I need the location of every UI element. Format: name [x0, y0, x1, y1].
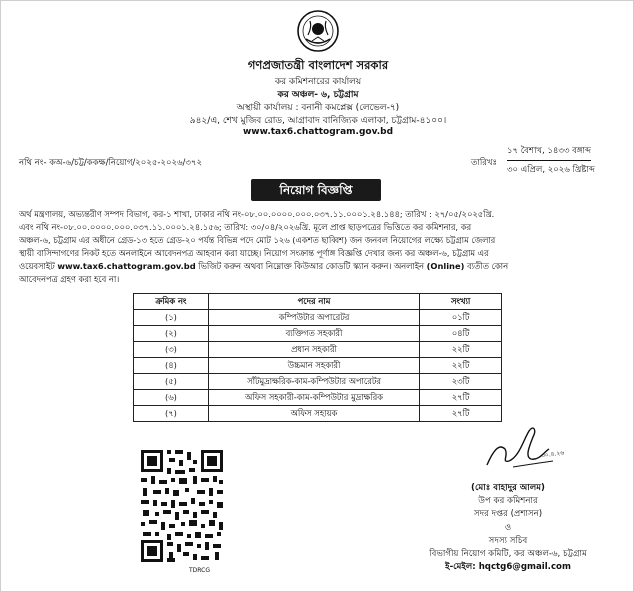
cell-post-name: কম্পিউটার অপারেটর — [208, 310, 419, 326]
office-address: ৯৪২/এ, শেখ মুজিব রোড, আগ্রাবাদ বানিজ্যিক এলাকা, চট্টগ্রাম-৪১০০। — [189, 116, 447, 126]
date-label: তারিখঃ — [471, 158, 498, 168]
header-count: সংখ্যা — [420, 294, 502, 310]
body-text: ভিজিট করুন অথবা নিম্নোক্ত কিউআর কোডটি স্ক্যান করুন। অনলাইন — [198, 261, 424, 271]
date-bangla: ১৭ বৈশাখ, ১৪৩৩ বঙ্গাব্দ — [507, 144, 591, 161]
government-emblem-icon — [296, 9, 340, 53]
temporary-office: অস্থায়ী কার্যালয় : বনানী কমপ্লেক্স (লেভেল-৭) — [236, 103, 400, 113]
table-header-row — [134, 294, 502, 310]
government-name: গণপ্রজাতন্ত্রী বাংলাদেশ সরকার — [247, 58, 389, 72]
signatory-committee: বিভাগীয় নিয়োগ কমিটি, কর অঞ্চল-৬, চট্টগ্রাম — [429, 549, 587, 559]
cell-count: ২২টি — [420, 342, 502, 358]
online-text: (Online) — [426, 261, 465, 271]
signatory-role: সদস্য সচিব — [488, 536, 528, 546]
cell-count: ২৩টি — [420, 374, 502, 390]
body-text: ব্যতীত কোন — [467, 261, 509, 271]
body-line: স্থায়ী বাসিন্দাগণের নিকট হতে অনলাইনে আবেদনপত্র আহবান করা যাচ্ছে। নিয়োগ সংক্রান্ত পূর্ণাঙ্গ বিজ্ঞপ্তি দেখার জন্য কর অঞ্চল-৬, চট্টগ্রাম এর — [19, 248, 489, 258]
table-row — [134, 342, 502, 358]
notice-title: নিয়োগ বিজ্ঞপ্তি — [251, 179, 381, 201]
cell-serial: (৩) — [134, 342, 209, 358]
cell-post-name: প্রধান সহকারী — [208, 342, 419, 358]
website-header: www.tax6.chattogram.gov.bd — [242, 127, 394, 137]
body-line: আবেদনপত্র গ্রহণ করা হবে না। — [19, 274, 120, 284]
qr-caption: TDRCG — [189, 567, 210, 574]
table-row — [134, 358, 502, 374]
cell-serial: (১) — [134, 310, 209, 326]
tax-zone: কর অঞ্চল- ৬, চট্টগ্রাম — [277, 90, 359, 100]
cell-post-name: অফিস সহকারী-কাম-কম্পিউটার মুদ্রাক্ষরিক — [208, 390, 419, 406]
cell-count: ২৭টি — [420, 406, 502, 422]
date-english: ৩০ এপ্রিল, ২০২৬ খ্রিষ্টাব্দ — [507, 165, 595, 175]
table-row — [134, 310, 502, 326]
signatory-name: (মোঃ বাহাদুর আলম) — [471, 483, 545, 493]
memo-number: নথি নং- কঅ-৬/চট্ট/ককক্ষ/নিয়োগ/২০২৫-২০২৬/৩৭২ — [19, 158, 202, 168]
signature-date: ৩০.৪.২৬ — [540, 449, 565, 460]
cell-post-name: উচ্চমান সহকারী — [208, 358, 419, 374]
signatory-department: সদর দপ্তর (প্রশাসন) — [473, 509, 543, 519]
cell-serial: (২) — [134, 326, 209, 342]
cell-post-name: সাঁটমুদ্রাক্ষরিক-কাম-কম্পিউটার অপারেটর — [208, 374, 419, 390]
cell-count: ২৭টি — [420, 390, 502, 406]
cell-serial: (৫) — [134, 374, 209, 390]
signatory-and: ও — [504, 523, 512, 533]
table-row — [134, 406, 502, 422]
signatory-email[interactable]: ই-মেইল: hqctg6@gmail.com — [445, 562, 571, 572]
posts-table — [133, 293, 502, 422]
office-name: কর কমিশনারের কার্যালয় — [274, 77, 362, 87]
body-text: ওয়েবসাইট — [19, 261, 55, 271]
cell-serial: (৪) — [134, 358, 209, 374]
cell-post-name: অফিস সহায়ক — [208, 406, 419, 422]
notice-body — [19, 208, 617, 286]
body-line: এবং নথি নং-০৮.০০.০০০০.০০০.০৩৭.১১.০০০১.২৪.১৫৬; তারিখ: ৩০/০৪/২০২৬খ্রি. মূলে প্রাপ্ত ছাড়পত্রের ভিত্তিতে কর কমিশনার, কর — [19, 222, 472, 232]
website-link[interactable]: www.tax6.chattogram.gov.bd — [57, 261, 196, 271]
cell-count: ০১টি — [420, 310, 502, 326]
qr-code-icon[interactable] — [139, 448, 225, 564]
table-row — [134, 374, 502, 390]
cell-serial: (৭) — [134, 406, 209, 422]
cell-count: ২২টি — [420, 358, 502, 374]
body-line: অর্থ মন্ত্রণালয়, অভ্যন্তরীণ সম্পদ বিভাগ, কর-১ শাখা, ঢাকার নথি নং-০৮.০০.০০০০.০০০.০৩৭.১১.০০০১.২৪.১৪৪; তারিখ : ২৭/০৫/২০২৫খ্রি. — [19, 209, 495, 219]
table-row — [134, 326, 502, 342]
cell-post-name: ব্যক্তিগত সহকারী — [208, 326, 419, 342]
table-row — [134, 390, 502, 406]
cell-count: ০৪টি — [420, 326, 502, 342]
cell-serial: (৬) — [134, 390, 209, 406]
header-post-name: পদের নাম — [208, 294, 419, 310]
body-line: অঞ্চল-৬, চট্টগ্রাম এর অধীনে গ্রেড-১৩ হতে গ্রেড-২০ পর্যন্ত বিভিন্ন পদে মোট ১২৬ (একশত ছাব্বিশ) জন জনবল নিয়োগের লক্ষ্যে চট্টগ্রাম জেলার — [19, 235, 496, 245]
signatory-designation: উপ কর কমিশনার — [478, 496, 538, 506]
header-serial: ক্রমিক নং — [134, 294, 209, 310]
body-line — [19, 260, 617, 273]
